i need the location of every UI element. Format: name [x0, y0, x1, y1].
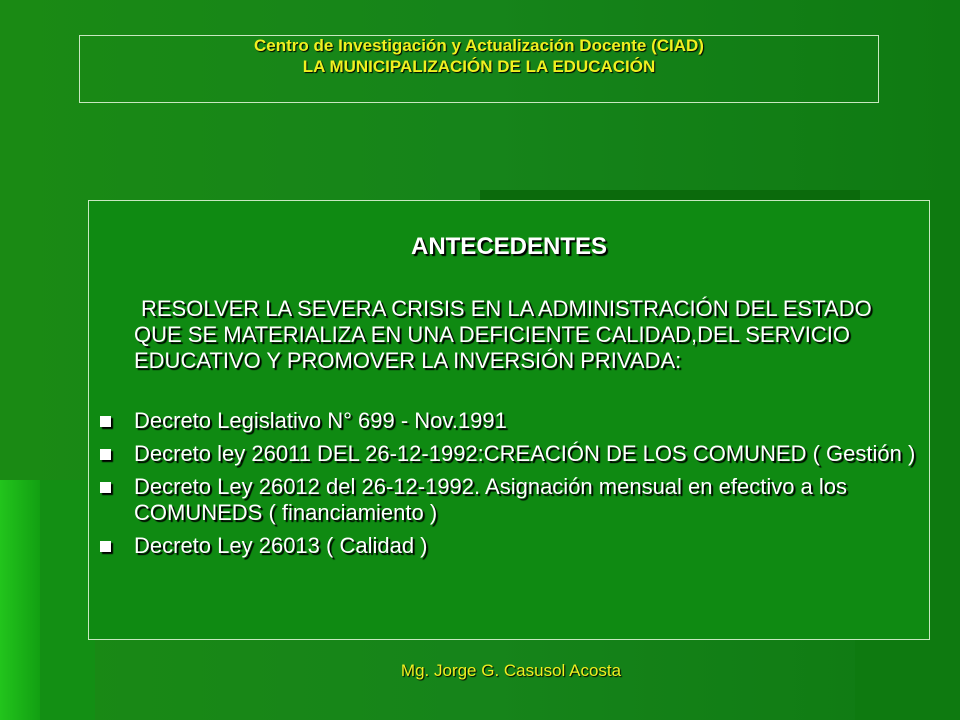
square-bullet-icon — [100, 541, 111, 552]
list-item — [134, 441, 924, 467]
list-item-text: Decreto ley 26011 DEL 26-12-1992:CREACIÓN DE LOS COMUNED ( Gestión ) — [134, 441, 916, 466]
square-bullet-icon — [100, 449, 111, 460]
decor-stripe-left — [0, 480, 40, 720]
bullet-list — [134, 408, 924, 566]
decor-stripe-left-inner — [40, 480, 95, 720]
list-item-text: Decreto Ley 26012 del 26-12-1992. Asignación mensual en efectivo a los COMUNEDS ( financiamiento ) — [134, 474, 848, 525]
square-bullet-icon — [100, 416, 111, 427]
footer-author: Mg. Jorge G. Casusol Acosta — [400, 661, 622, 680]
list-item — [134, 533, 924, 559]
header-subtitle: LA MUNICIPALIZACIÓN DE LA EDUCACIÓN — [302, 57, 656, 76]
list-item — [134, 408, 924, 434]
list-item-text: Decreto Legislativo N° 699 - Nov.1991 — [134, 408, 507, 433]
decor-stripe-top — [480, 190, 860, 200]
list-item-text: Decreto Ley 26013 ( Calidad ) — [134, 533, 428, 558]
list-item — [134, 474, 924, 526]
intro-paragraph: RESOLVER LA SEVERA CRISIS EN LA ADMINISTRACIÓN DEL ESTADO QUE SE MATERIALIZA EN UNA DEFICIENTE CALIDAD,DEL SERVICIO EDUCATIVO Y PROMOVER LA INVERSIÓN PRIVADA: — [134, 296, 872, 373]
square-bullet-icon — [100, 482, 111, 493]
header-institution: Centro de Investigación y Actualización Docente (CIAD) — [254, 36, 704, 55]
slide-title: ANTECEDENTES — [410, 233, 608, 260]
